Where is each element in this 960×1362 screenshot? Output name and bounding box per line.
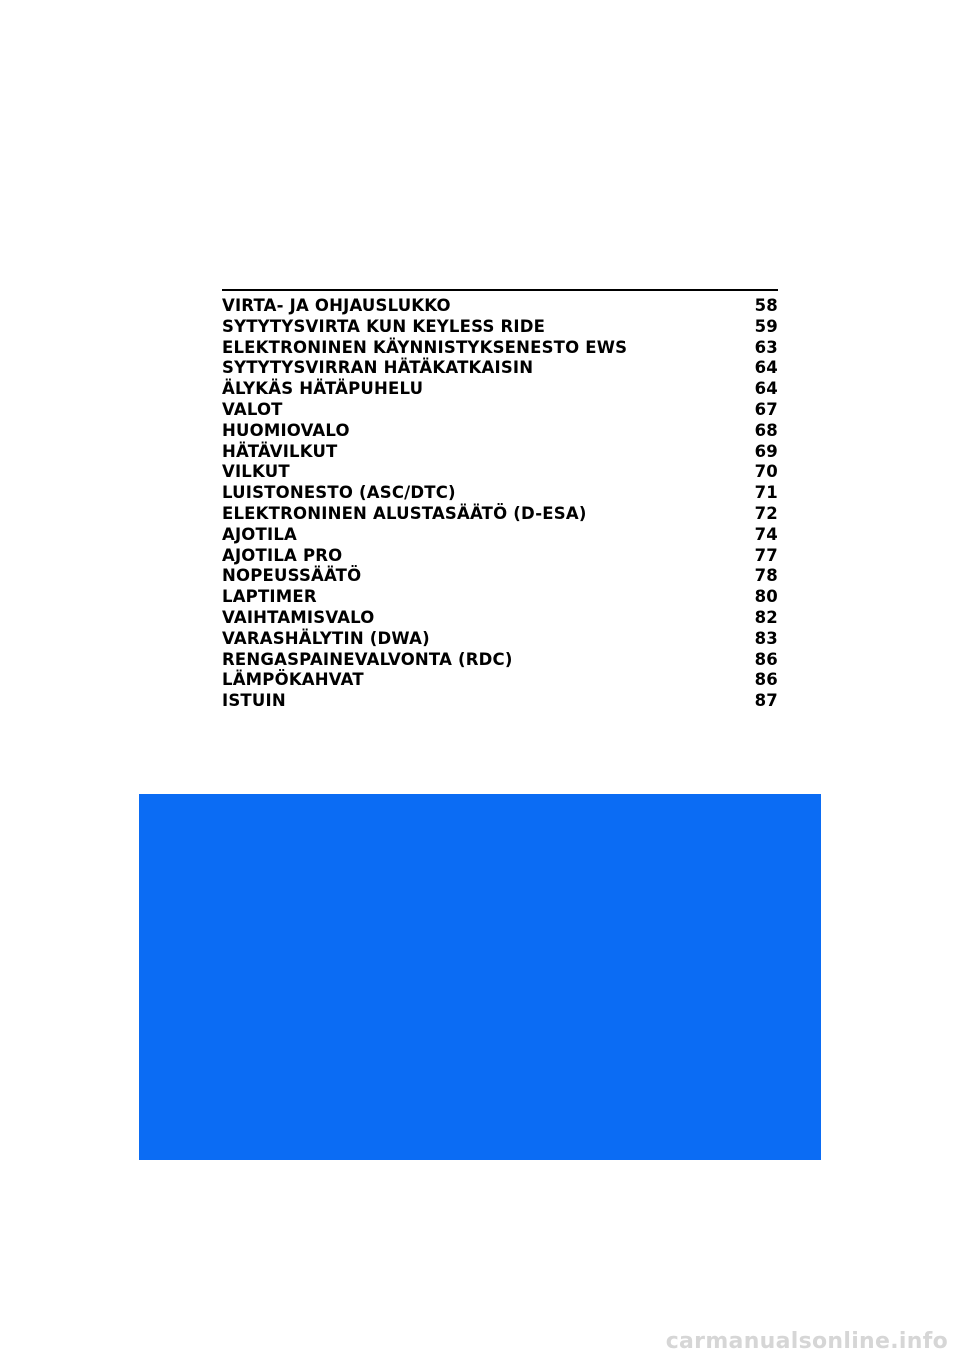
toc-entry-title: SYTYTYSVIRRAN HÄTÄKATKAISIN: [222, 358, 534, 378]
toc-entry-page: 64: [754, 379, 778, 399]
toc-entry-title: VIRTA- JA OHJAUSLUKKO: [222, 296, 451, 315]
toc-entry[interactable]: [222, 525, 778, 546]
toc-entry[interactable]: [222, 296, 778, 317]
toc-entry-title: ÄLYKÄS HÄTÄPUHELU: [222, 379, 424, 399]
toc-entry-title: VALOT: [222, 399, 283, 419]
toc-entry[interactable]: [222, 650, 778, 671]
toc-entry[interactable]: [222, 317, 778, 338]
toc-entry-page: 86: [754, 670, 778, 690]
toc-entry-page: 80: [754, 587, 778, 607]
toc-entry-title: SYTYTYSVIRTA KUN KEYLESS RIDE: [222, 316, 546, 336]
toc-entry-title: HUOMIOVALO: [222, 420, 350, 440]
toc-top-rule: [222, 289, 778, 291]
toc-entry-title: ISTUIN: [222, 691, 286, 711]
toc-entry[interactable]: [222, 546, 778, 567]
toc-entry-title: ELEKTRONINEN ALUSTASÄÄTÖ (D-ESA): [222, 503, 587, 523]
toc-entry-page: 82: [754, 607, 778, 627]
toc-entry-title: RENGASPAINEVALVONTA (RDC): [222, 649, 513, 669]
toc-entry[interactable]: [222, 587, 778, 608]
toc-entry[interactable]: [222, 421, 778, 442]
toc-entry[interactable]: [222, 338, 778, 359]
toc-entry[interactable]: [222, 691, 778, 712]
toc-entry-page: 74: [754, 524, 778, 544]
toc-entry[interactable]: [222, 358, 778, 379]
toc-entry-page: 59: [754, 316, 778, 336]
toc-entry-page: 68: [754, 420, 778, 440]
toc-entry[interactable]: [222, 608, 778, 629]
blue-panel: [139, 794, 821, 1160]
toc-entry-title: VARASHÄLYTIN (DWA): [222, 628, 430, 648]
toc-entry-page: 58: [754, 296, 778, 315]
toc-entry-page: 86: [754, 649, 778, 669]
watermark: carmanualsonline.info: [665, 1329, 948, 1354]
toc-entry-title: AJOTILA: [222, 524, 298, 544]
toc-entry-title: LAPTIMER: [222, 587, 317, 607]
toc-entry[interactable]: [222, 629, 778, 650]
toc-entry-page: 83: [754, 628, 778, 648]
toc-entry-page: 71: [754, 483, 778, 503]
toc-entry-title: VAIHTAMISVALO: [222, 607, 375, 627]
toc-list: [222, 296, 778, 712]
toc-entry[interactable]: [222, 442, 778, 463]
toc-entry-page: 64: [754, 358, 778, 378]
toc-entry[interactable]: [222, 566, 778, 587]
toc-entry-title: LUISTONESTO (ASC/DTC): [222, 483, 456, 503]
toc-entry-title: HÄTÄVILKUT: [222, 441, 338, 461]
toc-entry-title: LÄMPÖKAHVAT: [222, 670, 364, 690]
toc-entry[interactable]: [222, 670, 778, 691]
toc-entry[interactable]: [222, 462, 778, 483]
toc-entry-page: 78: [754, 566, 778, 586]
toc-entry[interactable]: [222, 400, 778, 421]
toc-entry-title: ELEKTRONINEN KÄYNNISTYKSENESTO EWS: [222, 337, 628, 357]
toc-entry-title: VILKUT: [222, 462, 290, 482]
toc-entry-page: 87: [754, 691, 778, 711]
toc-entry-page: 70: [754, 462, 778, 482]
toc-entry-page: 67: [754, 399, 778, 419]
toc-entry[interactable]: [222, 483, 778, 504]
toc-entry-page: 63: [754, 337, 778, 357]
toc-entry-title: NOPEUSSÄÄTÖ: [222, 566, 362, 586]
toc-entry[interactable]: [222, 504, 778, 525]
table-of-contents: [222, 289, 778, 712]
toc-entry-page: 77: [754, 545, 778, 565]
toc-entry-title: AJOTILA PRO: [222, 545, 343, 565]
toc-entry[interactable]: [222, 379, 778, 400]
toc-entry-page: 69: [754, 441, 778, 461]
toc-entry-page: 72: [754, 503, 778, 523]
